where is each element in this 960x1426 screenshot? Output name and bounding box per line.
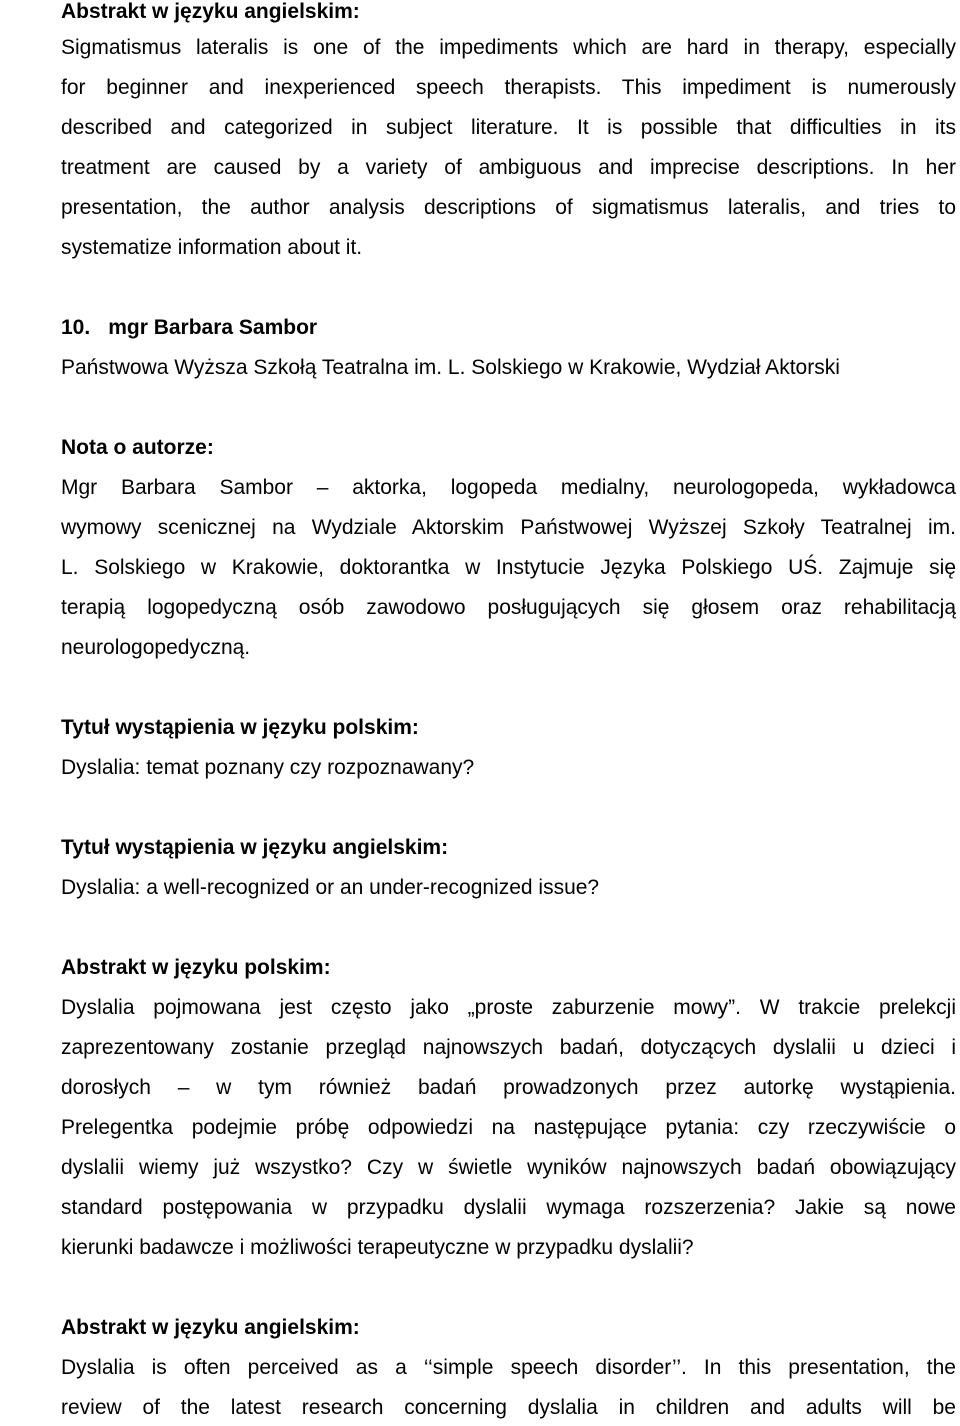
abstract-en-line-1: Sigmatismus lateralis is one of the impediments which are hard in therapy, especially	[61, 36, 956, 59]
abstract-en2-line-1: Dyslalia is often perceived as a ‘‘simple speech disorder’’. In this presentation, the	[61, 1356, 956, 1379]
abstract-pl-line-3: dorosłych – w tym również badań prowadzonych przez autorkę wystąpienia.	[61, 1076, 956, 1099]
about-line-1: Mgr Barbara Sambor – aktorka, logopeda medialny, neurologopeda, wykładowca	[61, 476, 956, 499]
about-line-4: terapią logopedyczną osób zawodowo posługujących się głosem oraz rehabilitacją	[61, 596, 956, 619]
author-affiliation: Państwowa Wyższa Szkołą Teatralna im. L. Solskiego w Krakowie, Wydział Aktorski	[61, 356, 840, 379]
title-en-heading: Tytuł wystąpienia w języku angielskim:	[61, 836, 449, 859]
abstract-en-heading-2: Abstrakt w języku angielskim:	[61, 1316, 360, 1339]
entry-number-visible: 10.	[61, 316, 91, 339]
abstract-en-line-4: treatment are caused by a variety of ambiguous and imprecise descriptions. In her	[61, 156, 956, 179]
title-pl-text: Dyslalia: temat poznany czy rozpoznawany?	[61, 756, 475, 779]
abstract-pl-line-5: dyslalii wiemy już wszystko? Czy w świetle wyników najnowszych badań obowiązujący	[61, 1156, 956, 1179]
abstract-en-line-6: systematize information about it.	[61, 236, 363, 259]
abstract-en-line-5: presentation, the author analysis descriptions of sigmatismus lateralis, and tries to	[61, 196, 956, 219]
abstract-pl-line-2: zaprezentowany zostanie przegląd najnowszych badań, dotyczących dyslalii u dzieci i	[61, 1036, 956, 1059]
abstract-pl-line-1: Dyslalia pojmowana jest często jako „proste zaburzenie mowy”. W trakcie prelekcji	[61, 996, 956, 1019]
abstract-en-line-3: described and categorized in subject literature. It is possible that difficulties in its	[61, 116, 956, 139]
abstract-en2-line-2: review of the latest research concerning dyslalia in children and adults will be	[61, 1396, 956, 1419]
about-line-5: neurologopedyczną.	[61, 636, 251, 659]
abstract-pl-line-6: standard postępowania w przypadku dyslalii wymaga rozszerzenia? Jakie są nowe	[61, 1196, 956, 1219]
about-line-3: L. Solskiego w Krakowie, doktorantka w Instytucie Języka Polskiego UŚ. Zajmuje się	[61, 556, 956, 579]
abstract-en-heading-1: Abstrakt w języku angielskim:	[61, 0, 360, 23]
abstract-pl-line-7: kierunki badawcze i możliwości terapeutyczne w przypadku dyslalii?	[61, 1236, 694, 1259]
abstract-en-line-2: for beginner and inexperienced speech therapists. This impediment is numerously	[61, 76, 956, 99]
about-line-2: wymowy scenicznej na Wydziale Aktorskim Państwowej Wyższej Szkoły Teatralnej im.	[61, 516, 956, 539]
title-pl-heading: Tytuł wystąpienia w języku polskim:	[61, 716, 419, 739]
author-name-label: mgr Barbara Sambor	[108, 316, 318, 339]
about-heading: Nota o autorze:	[61, 436, 214, 459]
abstract-pl-heading: Abstrakt w języku polskim:	[61, 956, 331, 979]
title-en-text: Dyslalia: a well-recognized or an under-recognized issue?	[61, 876, 600, 899]
abstract-pl-line-4: Prelegentka podejmie próbę odpowiedzi na następujące pytania: czy rzeczywiście o	[61, 1116, 956, 1139]
